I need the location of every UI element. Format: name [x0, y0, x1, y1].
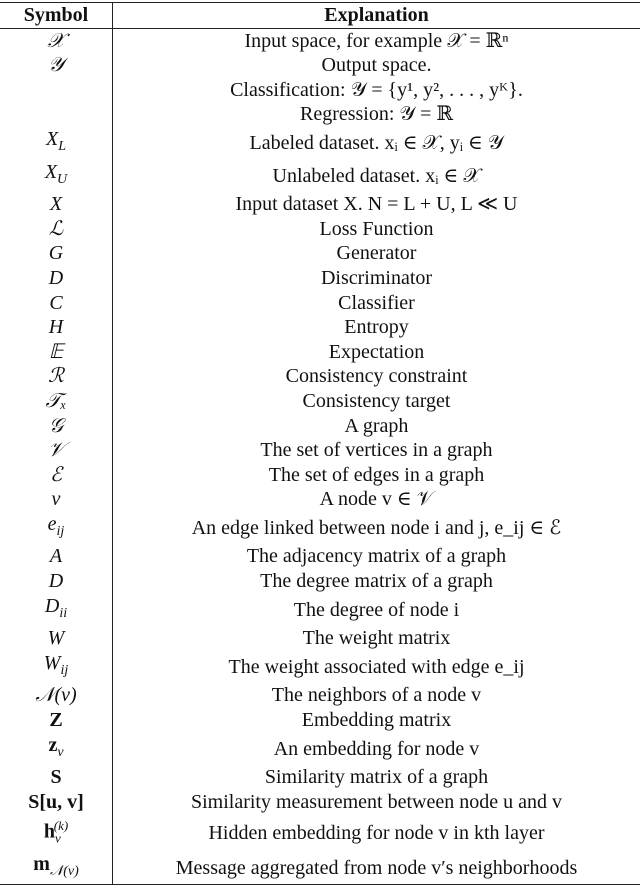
explanation-cell: Classification: 𝒴 = {y¹, y², . . . , yᴷ}. — [113, 78, 640, 103]
table-row — [0, 340, 640, 365]
explanation-cell: Input space, for example 𝒳 = ℝⁿ — [113, 28, 640, 53]
explanation-cell: The degree matrix of a graph — [113, 569, 640, 594]
explanation-cell: An embedding for node v — [113, 733, 640, 766]
symbol-cell: 𝒳 — [0, 28, 113, 53]
explanation-cell: Regression: 𝒴 = ℝ — [113, 102, 640, 127]
table-row — [0, 315, 640, 340]
table-row — [0, 217, 640, 242]
symbol-cell: ℒ — [0, 217, 113, 242]
explanation-cell: Consistency target — [113, 389, 640, 414]
table-row — [0, 544, 640, 569]
symbol-cell: S — [0, 765, 113, 790]
table-row — [0, 814, 640, 851]
explanation-cell: Output space. — [113, 53, 640, 78]
table-row — [0, 291, 640, 316]
table-row — [0, 53, 640, 78]
table-row — [0, 594, 640, 627]
symbol-cell: $z_v$ — [0, 733, 113, 766]
table-row — [0, 102, 640, 127]
explanation-cell: Labeled dataset. xᵢ ∈ 𝒳, yᵢ ∈ 𝒴 — [113, 127, 640, 160]
explanation-cell: Loss Function — [113, 217, 640, 242]
explanation-cell: Expectation — [113, 340, 640, 365]
table-row — [0, 569, 640, 594]
symbol-cell: $D_{ii}$ — [0, 594, 113, 627]
table-row — [0, 266, 640, 291]
symbol-cell: 𝔼 — [0, 340, 113, 365]
symbol-cell: $W_{ij}$ — [0, 651, 113, 684]
explanation-cell: The set of edges in a graph — [113, 463, 640, 488]
table-row — [0, 241, 640, 266]
explanation-cell: Message aggregated from node v′s neighborhoods — [113, 852, 640, 885]
symbol-cell: $e_{ij}$ — [0, 512, 113, 545]
explanation-cell: Consistency constraint — [113, 364, 640, 389]
symbol-cell: Z — [0, 708, 113, 733]
symbol-cell: G — [0, 241, 113, 266]
table-row — [0, 651, 640, 684]
table-row — [0, 487, 640, 512]
table-row — [0, 683, 640, 708]
symbol-cell: 𝒯ₓ — [0, 389, 113, 414]
table-row — [0, 852, 640, 885]
symbol-cell: W — [0, 626, 113, 651]
symbol-cell: C — [0, 291, 113, 316]
symbol-cell: $m_{𝒩(v)}$ — [0, 852, 113, 885]
explanation-cell: Generator — [113, 241, 640, 266]
table-row — [0, 192, 640, 217]
table-row — [0, 389, 640, 414]
explanation-cell: A node v ∈ 𝒱 — [113, 487, 640, 512]
symbol-cell: ℛ — [0, 364, 113, 389]
explanation-cell: The neighbors of a node v — [113, 683, 640, 708]
explanation-cell: Similarity matrix of a graph — [113, 765, 640, 790]
explanation-cell: Classifier — [113, 291, 640, 316]
symbol-cell: 𝒴 — [0, 53, 113, 78]
table-row — [0, 733, 640, 766]
table-row — [0, 28, 640, 53]
explanation-cell: The adjacency matrix of a graph — [113, 544, 640, 569]
symbol-cell: v — [0, 487, 113, 512]
table-row — [0, 790, 640, 815]
table-row — [0, 78, 640, 103]
symbol-cell: ℰ — [0, 463, 113, 488]
header-symbol: Symbol — [0, 3, 113, 29]
explanation-cell: Input dataset X. N = L + U, L ≪ U — [113, 192, 640, 217]
explanation-cell: The degree of node i — [113, 594, 640, 627]
table-row — [0, 626, 640, 651]
explanation-cell: Similarity measurement between node u and v — [113, 790, 640, 815]
table-row — [0, 438, 640, 463]
symbol-cell: D — [0, 569, 113, 594]
symbol-cell: A — [0, 544, 113, 569]
symbol-cell: X — [0, 192, 113, 217]
symbol-cell: 𝒱 — [0, 438, 113, 463]
symbol-cell — [0, 78, 113, 103]
explanation-cell: An edge linked between node i and j, e_ij ∈ ℰ — [113, 512, 640, 545]
explanation-cell: Unlabeled dataset. xᵢ ∈ 𝒳 — [113, 160, 640, 193]
notation-table — [0, 2, 640, 885]
table-row — [0, 414, 640, 439]
table-row — [0, 463, 640, 488]
symbol-cell: $h_v^{(k)}$ — [0, 814, 113, 851]
symbol-cell: $X_U$ — [0, 160, 113, 193]
explanation-cell: The set of vertices in a graph — [113, 438, 640, 463]
explanation-cell: Hidden embedding for node v in kth layer — [113, 814, 640, 851]
explanation-cell: The weight matrix — [113, 626, 640, 651]
explanation-cell: The weight associated with edge e_ij — [113, 651, 640, 684]
explanation-cell: Entropy — [113, 315, 640, 340]
symbol-cell: $X_L$ — [0, 127, 113, 160]
explanation-cell: Embedding matrix — [113, 708, 640, 733]
table-row — [0, 708, 640, 733]
table-row — [0, 765, 640, 790]
symbol-cell: 𝒩(v) — [0, 683, 113, 708]
symbol-cell: 𝒢 — [0, 414, 113, 439]
table-body — [0, 28, 640, 885]
table-row — [0, 160, 640, 193]
explanation-cell: A graph — [113, 414, 640, 439]
table-row — [0, 512, 640, 545]
table-row — [0, 364, 640, 389]
symbol-cell — [0, 102, 113, 127]
explanation-cell: Discriminator — [113, 266, 640, 291]
symbol-cell: D — [0, 266, 113, 291]
table-row — [0, 127, 640, 160]
header-row — [0, 3, 640, 29]
header-explanation: Explanation — [113, 3, 640, 29]
symbol-cell: H — [0, 315, 113, 340]
symbol-cell: S[u, v] — [0, 790, 113, 815]
